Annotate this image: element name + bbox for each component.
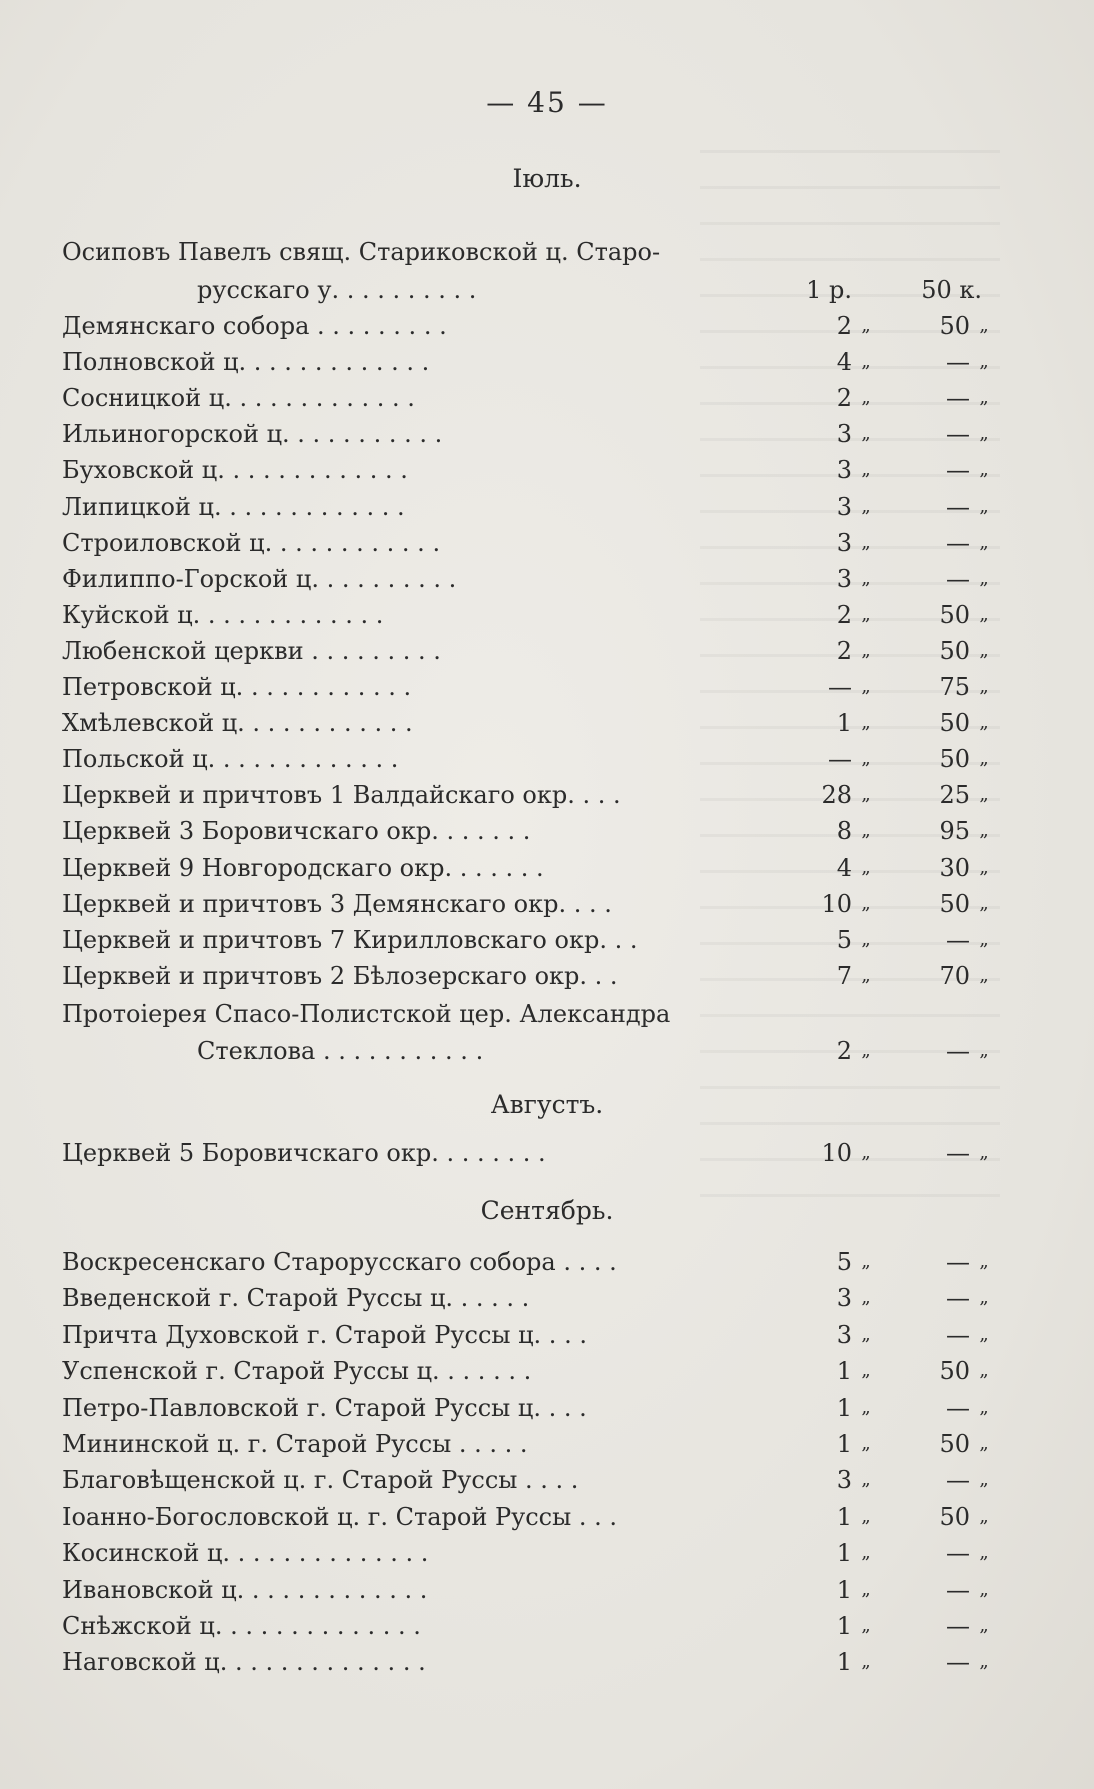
ditto-mark: „ [979, 351, 989, 373]
ditto-mark: „ [861, 531, 871, 553]
ditto-mark: „ [979, 1542, 989, 1564]
ditto-mark: „ [979, 928, 989, 950]
ditto-mark: „ [979, 531, 989, 553]
page-number: — 45 — [486, 86, 608, 119]
ditto-mark: „ [861, 1469, 871, 1491]
ledger-row [62, 272, 1062, 308]
ledger-row [62, 777, 1062, 813]
ditto-mark: „ [861, 459, 871, 481]
amount-kopeks: — [946, 1393, 970, 1422]
entry-label: Петро-Павловской г. Старой Руссы ц. . . . [62, 1393, 587, 1422]
amount-rubles: 1 р. [806, 276, 852, 304]
ledger-row [62, 1317, 1062, 1353]
amount-rubles: 4 [836, 853, 852, 882]
amount-kopeks: 50 [939, 889, 970, 918]
ledger-row [62, 597, 1062, 633]
amount-kopeks: — [946, 1248, 970, 1276]
amount-rubles: 1 [836, 1430, 852, 1458]
ditto-mark: „ [979, 639, 989, 661]
ledger-row [62, 1244, 1062, 1280]
entry-label: Липицкой ц. . . . . . . . . . . . . [62, 492, 405, 521]
ditto-mark: „ [979, 1040, 989, 1061]
amount-kopeks: 50 к. [921, 276, 982, 304]
amount-kopeks: — [946, 1037, 970, 1065]
ditto-mark: „ [979, 856, 989, 878]
amount-rubles: 1 [836, 1648, 852, 1677]
ditto-mark: „ [861, 315, 871, 336]
amount-kopeks: — [946, 1575, 970, 1604]
amount-kopeks: — [946, 1612, 970, 1640]
entry-label: Сосницкой ц. . . . . . . . . . . . . [62, 384, 415, 413]
ledger-row [62, 1499, 1062, 1535]
ditto-mark: „ [861, 1360, 871, 1382]
entry-label: Церквей и причтовъ 7 Кирилловскаго окр. . . [62, 925, 638, 954]
ditto-mark: „ [979, 495, 989, 517]
ledger-row [62, 813, 1062, 849]
amount-rubles: 10 [821, 1139, 852, 1167]
ditto-mark: „ [861, 784, 871, 806]
ditto-mark: „ [861, 928, 871, 950]
ditto-mark: „ [979, 1433, 989, 1454]
ditto-mark: „ [979, 567, 989, 589]
ditto-mark: „ [979, 1615, 989, 1636]
ditto-mark: „ [861, 1651, 871, 1673]
amount-kopeks: 50 [939, 600, 970, 629]
ledger-row [62, 489, 1062, 525]
entry-label: Церквей 9 Новгородскаго окр. . . . . . . [62, 853, 544, 882]
ditto-mark: „ [861, 639, 871, 661]
ditto-mark: „ [861, 1505, 871, 1527]
amount-rubles: 5 [836, 1248, 852, 1276]
entry-label: Воскресенскаго Старорусскаго собора . . . . [62, 1248, 617, 1276]
amount-kopeks: — [946, 528, 970, 557]
ledger-row [62, 416, 1062, 452]
ditto-mark: „ [861, 495, 871, 517]
ledger-row [62, 741, 1062, 777]
ditto-mark: „ [979, 1251, 989, 1272]
entry-line: Протоіерея Спасо-Полистской цер. Александра [62, 1000, 671, 1028]
amount-kopeks: — [946, 492, 970, 521]
ditto-mark: „ [861, 1615, 871, 1636]
entry-label: Ильиногорской ц. . . . . . . . . . . [62, 420, 443, 449]
amount-rubles: 1 [836, 1575, 852, 1604]
amount-kopeks: — [946, 1539, 970, 1568]
entry-label: Церквей 3 Боровичскаго окр. . . . . . . [62, 817, 531, 846]
entry-label: русскаго у. . . . . . . . . . [197, 276, 477, 304]
entry-label: Церквей 5 Боровичскаго окр. . . . . . . . [62, 1139, 546, 1167]
entry-label: Петровской ц. . . . . . . . . . . . [62, 673, 412, 701]
ditto-mark: „ [861, 603, 871, 625]
ledger-row [62, 850, 1062, 886]
ditto-mark: „ [861, 567, 871, 589]
ditto-mark: „ [861, 676, 871, 697]
ditto-mark: „ [861, 1040, 871, 1061]
entry-line: Осиповъ Павелъ свящ. Стариковской ц. Старо- [62, 238, 661, 266]
entry-label: Причта Духовской г. Старой Руссы ц. . . . [62, 1320, 587, 1349]
ditto-mark: „ [979, 1578, 989, 1600]
ditto-mark: „ [861, 748, 871, 770]
entry-label: Наговской ц. . . . . . . . . . . . . . [62, 1648, 426, 1677]
amount-rubles: 2 [836, 1037, 852, 1065]
amount-rubles: 3 [836, 528, 852, 557]
ditto-mark: „ [979, 784, 989, 806]
amount-rubles: 2 [836, 600, 852, 629]
ledger-row [62, 1353, 1062, 1389]
amount-rubles: 8 [836, 817, 852, 846]
ditto-mark: „ [861, 1142, 871, 1163]
ditto-mark: „ [979, 1360, 989, 1382]
amount-kopeks: — [946, 420, 970, 449]
ditto-mark: „ [979, 1505, 989, 1527]
ledger-row [62, 1572, 1062, 1608]
ditto-mark: „ [979, 1142, 989, 1163]
ditto-mark: „ [861, 1251, 871, 1272]
amount-rubles: 1 [836, 1539, 852, 1568]
amount-kopeks: — [946, 564, 970, 593]
section-title-august: Августъ. [490, 1090, 604, 1119]
ditto-mark: „ [861, 856, 871, 878]
amount-rubles: 3 [836, 1466, 852, 1495]
ditto-mark: „ [861, 1287, 871, 1309]
amount-rubles: 28 [821, 781, 852, 810]
ditto-mark: „ [979, 712, 989, 734]
amount-rubles: 2 [836, 312, 852, 340]
entry-label: Введенской г. Старой Руссы ц. . . . . . [62, 1284, 530, 1313]
entry-label: Церквей и причтовъ 1 Валдайскаго окр. . . . [62, 781, 621, 810]
ledger-row [62, 1280, 1062, 1316]
amount-kopeks: 25 [939, 781, 970, 810]
amount-rubles: — [828, 745, 852, 774]
ditto-mark: „ [979, 964, 989, 986]
ditto-mark: „ [861, 712, 871, 734]
ditto-mark: „ [979, 459, 989, 481]
ditto-mark: „ [861, 1396, 871, 1418]
ledger-row [62, 1135, 1062, 1171]
ledger-row [62, 561, 1062, 597]
ledger-row [62, 452, 1062, 488]
ledger-row [62, 1426, 1062, 1462]
ditto-mark: „ [979, 315, 989, 336]
entry-label: Хмѣлевской ц. . . . . . . . . . . . [62, 709, 413, 738]
entry-label: Строиловской ц. . . . . . . . . . . . [62, 528, 441, 557]
ledger-row [62, 633, 1062, 669]
amount-rubles: 4 [836, 348, 852, 377]
amount-rubles: 3 [836, 456, 852, 485]
ditto-mark: „ [979, 1651, 989, 1673]
ditto-mark: „ [979, 603, 989, 625]
amount-rubles: 1 [836, 709, 852, 738]
amount-kopeks: 50 [939, 745, 970, 774]
entry-label: Церквей и причтовъ 3 Демянскаго окр. . . . [62, 889, 612, 918]
amount-kopeks: 50 [939, 1357, 970, 1386]
amount-kopeks: — [946, 925, 970, 954]
ditto-mark: „ [979, 387, 989, 409]
amount-rubles: — [828, 673, 852, 701]
ditto-mark: „ [861, 892, 871, 914]
ledger-row [62, 1462, 1062, 1498]
amount-kopeks: 75 [939, 673, 970, 701]
ditto-mark: „ [861, 1323, 871, 1345]
amount-kopeks: 50 [939, 1502, 970, 1531]
entry-label: Ивановской ц. . . . . . . . . . . . . [62, 1575, 428, 1604]
ledger-row [62, 344, 1062, 380]
entry-label: Полновской ц. . . . . . . . . . . . . [62, 348, 430, 377]
ledger-row [62, 1390, 1062, 1426]
amount-kopeks: 70 [939, 961, 970, 990]
ledger-row [62, 525, 1062, 561]
ditto-mark: „ [861, 351, 871, 373]
amount-rubles: 7 [836, 961, 852, 990]
amount-rubles: 2 [836, 384, 852, 413]
entry-label: Буховской ц. . . . . . . . . . . . . [62, 456, 408, 485]
ditto-mark: „ [861, 1578, 871, 1600]
amount-rubles: 10 [821, 889, 852, 918]
entry-label: Снѣжской ц. . . . . . . . . . . . . . [62, 1612, 421, 1640]
entry-label: Любенской церкви . . . . . . . . . [62, 636, 441, 665]
amount-rubles: 3 [836, 1320, 852, 1349]
ditto-mark: „ [979, 1287, 989, 1309]
ditto-mark: „ [979, 676, 989, 697]
amount-rubles: 3 [836, 564, 852, 593]
ledger-row [62, 886, 1062, 922]
ledger-row [62, 1535, 1062, 1571]
ditto-mark: „ [979, 1323, 989, 1345]
amount-kopeks: 50 [939, 636, 970, 665]
amount-kopeks: — [946, 348, 970, 377]
amount-kopeks: — [946, 456, 970, 485]
amount-rubles: 3 [836, 492, 852, 521]
ledger-row [62, 958, 1062, 994]
ledger-row [62, 308, 1062, 344]
entry-label: Филиппо-Горской ц. . . . . . . . . . [62, 564, 457, 593]
ditto-mark: „ [861, 820, 871, 842]
amount-kopeks: — [946, 1648, 970, 1677]
ledger-row [62, 380, 1062, 416]
amount-rubles: 1 [836, 1612, 852, 1640]
ditto-mark: „ [979, 1469, 989, 1491]
amount-rubles: 1 [836, 1502, 852, 1531]
amount-kopeks: 50 [939, 709, 970, 738]
ditto-mark: „ [979, 423, 989, 445]
entry-label: Успенской г. Старой Руссы ц. . . . . . . [62, 1357, 532, 1386]
amount-rubles: 1 [836, 1357, 852, 1386]
entry-label: Демянскаго собора . . . . . . . . . [62, 312, 447, 340]
amount-kopeks: — [946, 1320, 970, 1349]
entry-label: Мининской ц. г. Старой Руссы . . . . . [62, 1430, 528, 1458]
amount-rubles: 3 [836, 420, 852, 449]
entry-label: Церквей и причтовъ 2 Бѣлозерскаго окр. . . [62, 961, 618, 990]
entry-label: Куйской ц. . . . . . . . . . . . . [62, 600, 384, 629]
amount-rubles: 3 [836, 1284, 852, 1313]
ditto-mark: „ [861, 1542, 871, 1564]
amount-kopeks: — [946, 1466, 970, 1495]
ditto-mark: „ [861, 387, 871, 409]
entry-label: Польской ц. . . . . . . . . . . . . [62, 745, 399, 774]
ledger-row [62, 1033, 1062, 1069]
ledger-row [62, 705, 1062, 741]
amount-kopeks: — [946, 1139, 970, 1167]
amount-kopeks: — [946, 1284, 970, 1313]
ditto-mark: „ [979, 748, 989, 770]
ledger-row [62, 1644, 1062, 1680]
ditto-mark: „ [861, 423, 871, 445]
amount-kopeks: — [946, 384, 970, 413]
ditto-mark: „ [979, 820, 989, 842]
amount-kopeks: 50 [939, 312, 970, 340]
amount-rubles: 2 [836, 636, 852, 665]
entry-label: Стеклова . . . . . . . . . . . [197, 1037, 484, 1065]
amount-rubles: 1 [836, 1393, 852, 1422]
ledger-row [62, 1608, 1062, 1644]
amount-kopeks: 30 [939, 853, 970, 882]
ditto-mark: „ [979, 892, 989, 914]
entry-label: Іоанно-Богословской ц. г. Старой Руссы . . . [62, 1502, 617, 1531]
amount-rubles: 5 [836, 925, 852, 954]
amount-kopeks: 95 [939, 817, 970, 846]
amount-kopeks: 50 [939, 1430, 970, 1458]
section-title-july: Іюль. [512, 164, 582, 193]
ditto-mark: „ [861, 1433, 871, 1454]
entry-label: Благовѣщенской ц. г. Старой Руссы . . . . [62, 1466, 579, 1495]
section-title-september: Сентябрь. [480, 1196, 614, 1225]
ditto-mark: „ [861, 964, 871, 986]
ledger-row [62, 922, 1062, 958]
entry-label: Косинской ц. . . . . . . . . . . . . . [62, 1539, 429, 1568]
ledger-row [62, 669, 1062, 705]
ditto-mark: „ [979, 1396, 989, 1418]
